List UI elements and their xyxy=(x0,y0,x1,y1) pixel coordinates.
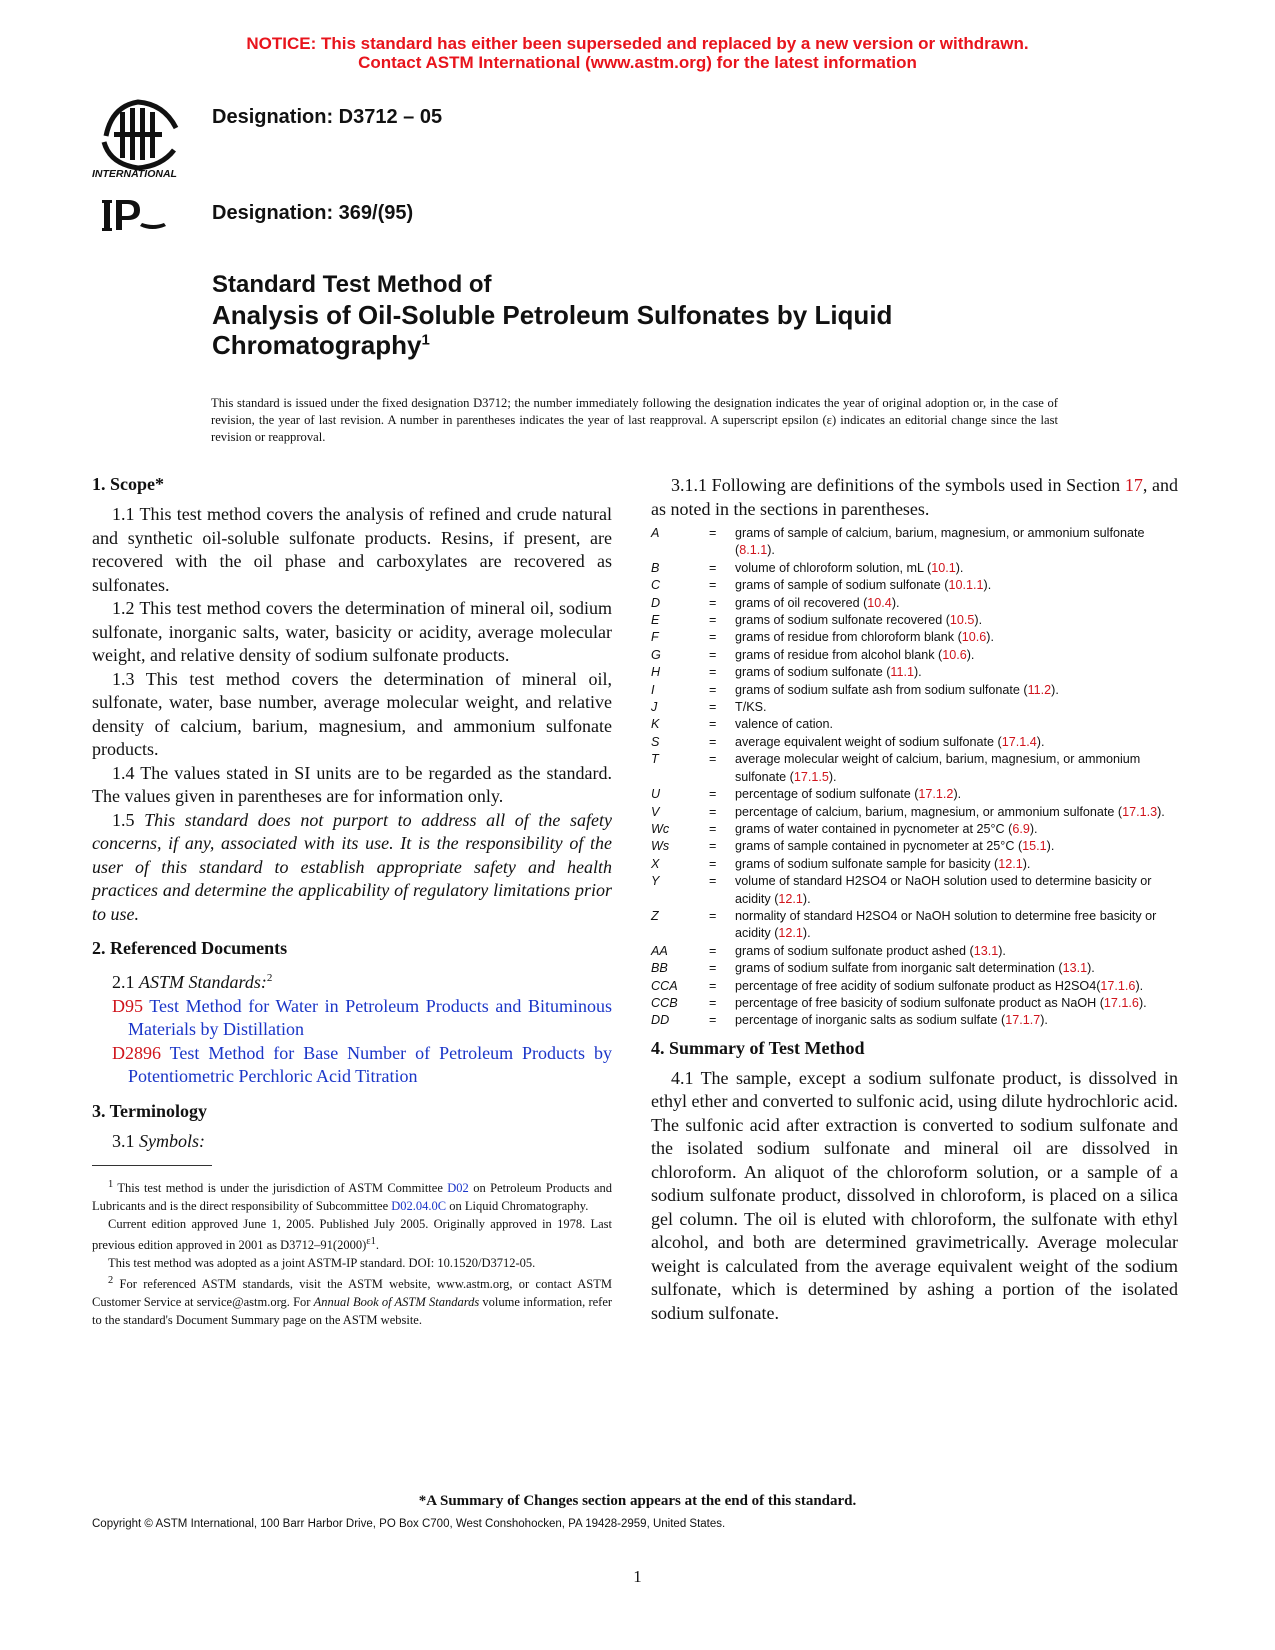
equals-sign: = xyxy=(709,526,717,540)
definition-end: ). xyxy=(1022,856,1031,871)
symbol-definition xyxy=(735,856,1178,873)
equals-sign: = xyxy=(709,821,717,836)
para-1-5-text: This standard does not purport to address all of the safety concerns, if any, associated with its use. It is the responsibility of the user of this standard to establish appropriate safety and health practices and determine the applicability of regulatory limitations prior to use. xyxy=(92,809,612,924)
equals-sign: = xyxy=(709,630,717,645)
symbol: K xyxy=(651,717,660,732)
definition-end: ). xyxy=(891,595,900,610)
symbol-definition xyxy=(735,838,1178,855)
subcommittee-link[interactable]: D02.04.0C xyxy=(391,1199,447,1214)
equals-sign: = xyxy=(709,1013,717,1028)
approval-text: Current edition approved June 1, 2005. Published July 2005. Originally approved in 1978. Last previous edition approved in 2001 as D3712–91(2000) xyxy=(92,1217,612,1253)
para-3-1 xyxy=(92,1130,612,1154)
right-column xyxy=(651,474,1178,1325)
footnote-2-mark: 2 xyxy=(108,1275,114,1287)
symbol-definition xyxy=(735,734,1178,751)
section-ref-link[interactable]: 15.1 xyxy=(1022,839,1047,854)
para-1-3: 1.3 This test method covers the determination of mineral oil, sulfonate, water, base number, average molecular weight, and relative density of calcium, barium, magnesium, and ammonium sulfonate products. xyxy=(92,668,612,759)
section-ref-link[interactable]: 12.1 xyxy=(998,856,1023,871)
para-1-4: 1.4 The values stated in SI units are to be regarded as the standard. The values given in parentheses are for information only. xyxy=(92,762,612,806)
symbol: BB xyxy=(651,961,668,976)
symbol-row xyxy=(651,960,1178,977)
notice-line-1: NOTICE: This standard has either been superseded and replaced by a new version or withdrawn. xyxy=(246,34,1029,53)
para-1-5 xyxy=(92,809,612,927)
symbol-definition xyxy=(735,664,1178,681)
symbol-row xyxy=(651,995,1178,1012)
definition-text: grams of sample of sodium sulfonate ( xyxy=(735,578,949,593)
symbol-row xyxy=(651,734,1178,751)
symbols-intro-a: 3.1.1 Following are definitions of the symbols used in Section xyxy=(671,475,1121,495)
copyright: Copyright © ASTM International, 100 Barr Harbor Drive, PO Box C700, West Conshohocken, PA 19428-2959, United States. xyxy=(92,1518,726,1530)
astm-designation: Designation: D3712 – 05 xyxy=(212,106,443,128)
para-2-1-num: 2.1 xyxy=(112,972,135,992)
symbol-definition xyxy=(735,699,1178,716)
symbol: Ws xyxy=(651,839,670,854)
definition-text: average molecular weight of calcium, barium, magnesium, or ammonium sulfonate ( xyxy=(735,752,1141,784)
symbol-row xyxy=(651,821,1178,838)
equals-sign: = xyxy=(709,804,717,819)
summary-of-changes-note: *A Summary of Changes section appears at the end of this standard. xyxy=(418,1493,857,1509)
symbol-row xyxy=(651,856,1178,873)
scope-heading: 1. Scope* xyxy=(92,474,164,494)
definition-text: grams of sodium sulfate from inorganic salt determination ( xyxy=(735,961,1063,976)
footnote-2-text-a: For referenced ASTM standards, visit the ASTM website, www.astm.org, or contact ASTM Customer Service at service@astm.org. For xyxy=(92,1277,612,1310)
section-ref-link[interactable]: 13.1 xyxy=(1062,961,1088,976)
symbol: T xyxy=(651,752,659,767)
definition-end: ). xyxy=(1138,995,1147,1010)
para-1-1: 1.1 This test method covers the analysis of refined and crude natural and synthetic oil-soluble sulfonate products. Resins, if present, are recovered with the oil phase and carboxylates are recovered as sulfonates. xyxy=(92,504,612,595)
section-ref-link[interactable]: 11.2 xyxy=(1027,682,1052,697)
equals-sign: = xyxy=(709,734,717,749)
definition-text: grams of sodium sulfonate recovered ( xyxy=(735,613,950,628)
section-ref-link[interactable]: 8.1.1 xyxy=(739,543,768,558)
symbol: B xyxy=(651,560,660,575)
symbol: I xyxy=(651,682,655,697)
definition-text: grams of oil recovered ( xyxy=(735,595,868,610)
definition-text: grams of residue from chloroform blank ( xyxy=(735,630,962,645)
ref-code[interactable]: D95 xyxy=(112,995,143,1016)
definition-text: grams of sodium sulfate ash from sodium sulfonate ( xyxy=(735,682,1028,697)
definition-end: ). xyxy=(953,787,962,802)
ref-text[interactable]: Test Method for Base Number of Petroleum Products by Potentiometric Perchloric Acid Titration xyxy=(128,1042,612,1086)
title-prefix: Standard Test Method of xyxy=(212,271,492,298)
ref-code[interactable]: D2896 xyxy=(112,1042,161,1063)
page-number: 1 xyxy=(633,1567,642,1586)
para-3-1-text: Symbols: xyxy=(139,1130,205,1151)
definition-end: ). xyxy=(1036,734,1045,749)
symbol-definition xyxy=(735,908,1178,943)
definition-text: average equivalent weight of sodium sulfonate ( xyxy=(735,734,1002,749)
equals-sign: = xyxy=(709,908,717,923)
equals-sign: = xyxy=(709,717,717,732)
definition-text: valence of cation. xyxy=(735,717,834,732)
symbol-definition xyxy=(735,804,1178,821)
symbol-row xyxy=(651,664,1178,681)
symbol: D xyxy=(651,595,661,610)
symbol-row xyxy=(651,978,1178,995)
section-ref-link[interactable]: 13.1 xyxy=(973,943,999,958)
footnote-divider xyxy=(92,1165,212,1166)
definition-end: ). xyxy=(1135,978,1144,993)
definition-text: percentage of free acidity of sodium sulfonate product as H2SO4( xyxy=(735,978,1101,993)
equals-sign: = xyxy=(709,995,717,1010)
definition-text: T/KS. xyxy=(735,700,767,715)
withdrawal-notice xyxy=(0,34,1275,72)
equals-sign: = xyxy=(709,943,717,958)
symbol: U xyxy=(651,787,661,802)
footnote-1-approval xyxy=(92,1215,612,1254)
equals-sign: = xyxy=(709,682,717,697)
symbol-row xyxy=(651,577,1178,594)
footnote-2 xyxy=(92,1272,612,1329)
section-ref-link[interactable]: 10.4 xyxy=(867,595,892,610)
symbol-row xyxy=(651,838,1178,855)
section-ref-link[interactable]: 12.1 xyxy=(778,891,803,906)
symbol-definition xyxy=(735,647,1178,664)
symbol-definition xyxy=(735,629,1178,646)
ip-logo xyxy=(100,198,170,236)
symbol-definition xyxy=(735,873,1178,908)
section-ref-link[interactable]: 17.1.6 xyxy=(1103,995,1139,1010)
symbol-definition xyxy=(735,786,1178,803)
symbol: Y xyxy=(651,874,660,889)
footnote-2-text-b: volume information, refer to the standard's Document Summary page on the ASTM website. xyxy=(92,1295,613,1328)
para-2-1 xyxy=(92,967,612,995)
symbol: CCB xyxy=(651,995,678,1010)
definition-text: volume of standard H2SO4 or NaOH solution used to determine basicity or acidity ( xyxy=(735,874,1152,906)
symbol: Z xyxy=(651,908,659,923)
footnote-1-doi: This test method was adopted as a joint ASTM-IP standard. DOI: 10.1520/D3712-05. xyxy=(108,1256,536,1271)
para-2-1-text: ASTM Standards: xyxy=(139,972,267,992)
symbol-row xyxy=(651,525,1178,560)
left-column xyxy=(92,474,612,1329)
section-ref-link[interactable]: 17.1.6 xyxy=(1100,978,1136,993)
symbol-row xyxy=(651,595,1178,612)
definition-text: grams of sodium sulfonate sample for basicity ( xyxy=(735,856,999,871)
symbol-definition xyxy=(735,1012,1178,1029)
title-footnote-mark[interactable]: 1 xyxy=(421,331,430,349)
section-ref-link[interactable]: 6.9 xyxy=(1012,821,1030,836)
equals-sign: = xyxy=(709,787,717,802)
definition-end: ). xyxy=(974,613,983,628)
symbol-row xyxy=(651,908,1178,943)
symbols-intro-b: , and as noted in the sections in parentheses. xyxy=(651,475,1178,519)
symbol: G xyxy=(651,647,661,662)
definition-text: normality of standard H2SO4 or NaOH solution to determine free basicity or acidity ( xyxy=(735,908,1157,941)
symbol: Wc xyxy=(651,821,670,836)
symbol-definition xyxy=(735,943,1178,960)
astm-logo xyxy=(92,98,198,180)
symbol: DD xyxy=(651,1013,670,1028)
section-ref-link[interactable]: 17.1.4 xyxy=(1001,734,1037,749)
definition-text: grams of sample of calcium, barium, magnesium, or ammonium sulfonate ( xyxy=(735,526,1145,558)
symbol-row xyxy=(651,873,1178,908)
symbol-definition xyxy=(735,595,1178,612)
equals-sign: = xyxy=(709,665,717,680)
symbol: V xyxy=(651,804,660,819)
definition-end: ). xyxy=(1040,1013,1048,1028)
title-text: Analysis of Oil-Soluble Petroleum Sulfonates by Liquid Chromatography xyxy=(212,300,893,360)
symbol: C xyxy=(651,578,661,593)
equals-sign: = xyxy=(709,978,717,993)
definition-text: grams of sodium sulfonate ( xyxy=(735,665,891,680)
symbol-definition xyxy=(735,960,1178,977)
definition-end: ). xyxy=(1051,682,1059,697)
symbol: S xyxy=(651,734,660,749)
symbol-row xyxy=(651,943,1178,960)
symbol-definition xyxy=(735,995,1178,1012)
ref-d2896[interactable] xyxy=(108,1042,612,1089)
equals-sign: = xyxy=(709,578,717,593)
section-ref-link[interactable]: 10.1.1 xyxy=(948,578,984,593)
ref-d95[interactable] xyxy=(108,995,612,1042)
ref-text[interactable]: Test Method for Water in Petroleum Products and Bituminous Materials by Distillation xyxy=(128,995,612,1039)
definition-end: ). xyxy=(1157,804,1165,819)
section-ref-link[interactable]: 11.1 xyxy=(890,665,914,680)
symbol-definition xyxy=(735,577,1178,594)
symbol-definition xyxy=(735,560,1178,577)
symbol: E xyxy=(651,613,660,628)
equals-sign: = xyxy=(709,647,717,662)
equals-sign: = xyxy=(709,874,717,889)
symbol-row xyxy=(651,1012,1178,1029)
definition-text: grams of water contained in pycnometer at 25°C ( xyxy=(735,821,1013,836)
symbol-row xyxy=(651,699,1178,716)
summary-heading: 4. Summary of Test Method xyxy=(651,1037,865,1058)
para-1-2: 1.2 This test method covers the determination of mineral oil, sodium sulfonate, inorganic salts, water, basicity or acidity, average molecular weight, and relative density of sodium sulfonate products. xyxy=(92,598,612,665)
equals-sign: = xyxy=(709,700,717,715)
para-3-1-1 xyxy=(651,474,1178,521)
symbol-definition xyxy=(735,821,1178,838)
referenced-heading: 2. Referenced Documents xyxy=(92,938,288,958)
symbol-row xyxy=(651,751,1178,786)
definition-end: ). xyxy=(986,630,994,645)
definition-end: ). xyxy=(998,943,1006,958)
para-4-1: 4.1 The sample, except a sodium sulfonate product, is dissolved in ethyl ether and converted to sulfonic acid, using dilute hydrochloric acid. The sulfonic acid after extraction is converted to sodium sulfonate and the isolated sodium sulfonate and mineral oil are dissolved in chloroform. An aliquot of the chloroform solution, or a sample of a sodium sulfonate product, dissolved in chloroform, is placed on a silica gel column. The oil is eluted with chloroform, the sulfonate with ethyl alcohol, and both are determined gravimetrically. Average molecular weight is calculated from the average equivalent weight of the sodium sulfonate, which is determined by ashing a portion of the isolated sodium sulfonate. xyxy=(651,1067,1178,1323)
definition-end: ). xyxy=(828,769,837,784)
symbol-row xyxy=(651,682,1178,699)
definition-end: ). xyxy=(955,560,964,575)
section-ref-link[interactable]: 10.1 xyxy=(931,560,956,575)
symbols-table xyxy=(651,525,1178,1030)
equals-sign: = xyxy=(709,856,717,871)
approval-sup: ε1 xyxy=(366,1236,376,1248)
section-ref-link[interactable]: 17.1.5 xyxy=(793,769,829,784)
definition-end: ). xyxy=(767,543,775,558)
symbol-definition xyxy=(735,716,1178,733)
symbol: AA xyxy=(651,943,668,958)
footnote-2-italic: Annual Book of ASTM Standards xyxy=(313,1295,480,1310)
symbol-row xyxy=(651,647,1178,664)
symbol-row xyxy=(651,804,1178,821)
definition-text: grams of sodium sulfonate product ashed ( xyxy=(735,943,974,958)
symbol-definition xyxy=(735,978,1178,995)
section-ref-link[interactable]: 17.1.7 xyxy=(1005,1013,1041,1028)
equals-sign: = xyxy=(709,560,717,575)
symbol-definition xyxy=(735,751,1178,786)
section-ref-link[interactable]: 10.5 xyxy=(949,613,975,628)
symbol-row xyxy=(651,560,1178,577)
symbol: F xyxy=(651,630,659,645)
para-3-1-num: 3.1 xyxy=(112,1130,135,1151)
equals-sign: = xyxy=(709,613,717,628)
symbol-definition xyxy=(735,682,1178,699)
footnote-1-mark: 1 xyxy=(108,1179,114,1190)
section-ref-link[interactable]: 17.1.2 xyxy=(918,787,954,802)
symbol-definition xyxy=(735,525,1178,560)
footnote-1-text-c: on Liquid Chromatography. xyxy=(449,1199,589,1214)
footnote-1 xyxy=(92,1176,612,1215)
para-2-1-sup[interactable]: 2 xyxy=(266,972,273,984)
document-title xyxy=(212,300,1112,360)
section-ref-link[interactable]: 10.6 xyxy=(942,647,967,662)
symbol: J xyxy=(651,700,658,715)
symbol-row xyxy=(651,786,1178,803)
section-17-link[interactable]: 17 xyxy=(1124,475,1143,495)
equals-sign: = xyxy=(709,839,717,854)
approval-end: . xyxy=(375,1238,379,1253)
section-ref-link[interactable]: 12.1 xyxy=(778,926,803,941)
symbol: X xyxy=(651,856,660,871)
ip-designation: Designation: 369/(95) xyxy=(212,202,414,224)
section-ref-link[interactable]: 10.6 xyxy=(961,630,987,645)
issued-note: This standard is issued under the fixed designation D3712; the number immediately following the designation indicates the year of original adoption or, in the case of revision, the year of last revision. A number in parentheses indicates the year of last reapproval. A superscript epsilon (ε) indicates an editorial change since the last revision or reapproval. xyxy=(211,396,1058,444)
footnote-1-text-a: This test method is under the jurisdiction of ASTM Committee xyxy=(117,1181,443,1196)
symbol-row xyxy=(651,716,1178,733)
symbol-definition xyxy=(735,612,1178,629)
symbol-row xyxy=(651,629,1178,646)
definition-end: ). xyxy=(802,891,811,906)
definition-text: volume of chloroform solution, mL ( xyxy=(735,560,932,575)
equals-sign: = xyxy=(709,961,717,976)
symbol: A xyxy=(651,526,660,540)
definition-end: ). xyxy=(802,926,811,941)
footnote-1-text-b: on Petroleum Products and Lubricants and is the direct responsibility of Subcommittee xyxy=(92,1181,613,1214)
committee-d02-link[interactable]: D02 xyxy=(447,1181,469,1196)
equals-sign: = xyxy=(709,595,717,610)
definition-end: ). xyxy=(913,665,922,680)
symbol: H xyxy=(651,665,661,680)
definition-end: ). xyxy=(983,578,992,593)
section-ref-link[interactable]: 17.1.3 xyxy=(1122,804,1158,819)
definition-end: ). xyxy=(1029,821,1038,836)
terminology-heading: 3. Terminology xyxy=(92,1100,208,1121)
definition-text: grams of residue from alcohol blank ( xyxy=(735,647,943,662)
symbol: CCA xyxy=(651,978,678,993)
definition-end: ). xyxy=(1046,839,1055,854)
definition-end: ). xyxy=(966,647,975,662)
definition-text: percentage of inorganic salts as sodium sulfate ( xyxy=(735,1013,1006,1028)
equals-sign: = xyxy=(709,752,717,767)
logo-text: INTERNATIONAL xyxy=(92,168,177,180)
notice-line-2: Contact ASTM International (www.astm.org) for the latest information xyxy=(358,53,917,72)
symbol-row xyxy=(651,612,1178,629)
definition-end: ). xyxy=(1087,961,1095,976)
definition-text: grams of sample contained in pycnometer at 25°C ( xyxy=(735,839,1023,854)
definition-text: percentage of sodium sulfonate ( xyxy=(735,787,919,802)
para-1-5-num: 1.5 xyxy=(112,809,135,830)
definition-text: percentage of calcium, barium, magnesium, or ammonium sulfonate ( xyxy=(735,804,1123,819)
definition-text: percentage of free basicity of sodium sulfonate product as NaOH ( xyxy=(735,995,1104,1010)
